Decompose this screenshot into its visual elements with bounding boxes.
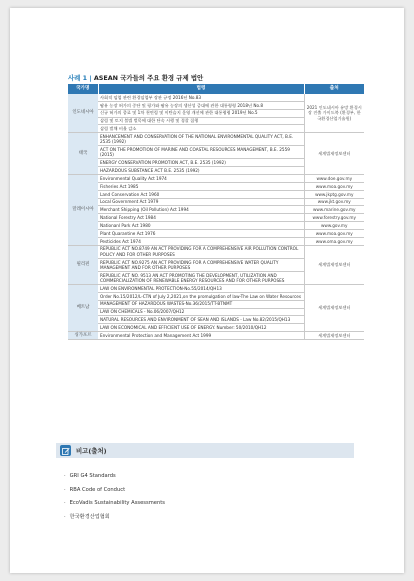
table-header-row	[68, 84, 364, 94]
regulation-table	[68, 84, 364, 340]
law-cell: LAW ON ECONOMICAL AND EFFICIENT USE OF ENERGY. Number: 50/2010/QH12	[98, 324, 304, 332]
law-cell: 삼림 및 토지 불법 벌목에 대한 단속 시행 및 경찰 집행	[98, 117, 304, 125]
header-source: 출처	[304, 84, 364, 94]
source-cell: 세계법제정보센터	[304, 284, 364, 331]
table-row	[68, 190, 364, 198]
law-cell: 팜유 농장 허가의 중단 및 평가와 팜유 농장의 생산성 증대에 관한 대통령령 2018년 No.8	[98, 101, 304, 109]
law-cell: National Forestry Act 1984	[98, 214, 304, 222]
source-cell: www.forestry.gov.my	[304, 214, 364, 222]
law-cell: Fisheries Act 1985	[98, 182, 304, 190]
document-page	[10, 8, 404, 573]
law-cell: ENERGY CONSERVATION PROMOTION ACT, B.E. 2535 (1992)	[98, 159, 304, 167]
table-row	[68, 175, 364, 183]
law-cell: MANAGEMENT OF HAZARDOUS WASTES-No.36/2015/TT-BTNMT	[98, 300, 304, 308]
law-cell: LAW ON ENVIRONMENTAL PROTECTION-No.55/2014/QH13	[98, 284, 304, 292]
law-cell: Order No.15/2012/L-CTN of July 2,2021,on the promulgation of law-The Law on Water Resources	[98, 292, 304, 300]
law-cell: LAW ON CHEMICALS - No.06/2007/QH12	[98, 308, 304, 316]
case-tag: 사례 1 |	[68, 74, 92, 82]
case-title	[68, 72, 364, 84]
law-cell: Pesticides Act 1974	[98, 237, 304, 245]
law-cell: Environmental Quality Act 1974	[98, 175, 304, 183]
list-item: · EcoVadis Sustainability Assessments	[64, 497, 165, 511]
header-country: 국가명	[68, 84, 98, 94]
source-cell: www.jkt.gov.my	[304, 198, 364, 206]
source-cell: www.oma.gov.my	[304, 237, 364, 245]
law-cell: HAZARDOUS SUBSTANCE ACT B.E. 2535 (1992)	[98, 167, 304, 175]
source-cell: www.marine.gov.my	[304, 206, 364, 214]
law-cell: Plant Quarantine Act 1976	[98, 230, 304, 238]
header-law: 법령	[98, 84, 304, 94]
case-title-text: ASEAN 국가들의 주요 환경 규제 법안	[93, 74, 204, 82]
country-cell: 필리핀	[68, 245, 98, 284]
country-cell: 말레이시아	[68, 175, 98, 246]
table-row	[68, 237, 364, 245]
references-list	[64, 470, 165, 525]
law-cell: REPUBLIC ACT NO.8749 AN ACT PROVIDING FOR A COMPREHENSIVE AIR POLLUTION CONTROL POLICY AND FOR OTHER PURPOSES	[98, 245, 304, 258]
case-section	[68, 72, 364, 340]
table-row	[68, 245, 364, 258]
law-cell: ENHANCEMENT AND CONSERVATION OF THE NATIONAL ENVIRONMENTAL QUALITY ACT, B.E. 2535 (1992)	[98, 133, 304, 146]
table-row	[68, 198, 364, 206]
table-row	[68, 222, 364, 230]
law-cell: ACT ON THE PROMOTION OF MARINE AND COASTAL RESOURCES MANAGEMENT, B.E. 2559 (2015)	[98, 146, 304, 159]
source-cell: www.moa.gov.my	[304, 230, 364, 238]
references-title: 비고(출처)	[76, 447, 107, 455]
table-row	[68, 94, 364, 101]
source-cell: 2021 인도네시아 유망 환경시장 진출 가이드북 (환경부, 한국환경산업기술원)	[304, 94, 364, 133]
law-cell: Environmental Protection and Management Act 1999	[98, 332, 304, 340]
source-cell: 세계법제정보센터	[304, 245, 364, 284]
table-row	[68, 332, 364, 340]
country-cell: 베트남	[68, 284, 98, 331]
law-cell: 삼림 벌채 비율 감소	[98, 125, 304, 133]
source-cell: 세계법제정보센터	[304, 133, 364, 175]
table-row	[68, 133, 364, 146]
source-cell: www.moa.gov.my	[304, 182, 364, 190]
table-row	[68, 214, 364, 222]
table-row	[68, 230, 364, 238]
edit-icon	[60, 445, 71, 456]
law-cell: REPUBLIC ACT NO. 9513 AN ACT PROMOTING THE DEVELOPMENT, UTILIZATION AND COMMERCIALIZATION OF RENEWABLE ENERGY RESOURCES AND FOR OTHER PURPOSES	[98, 271, 304, 284]
source-cell: www.gov.my	[304, 222, 364, 230]
list-item: · RBA Code of Conduct	[64, 484, 165, 498]
table-row	[68, 284, 364, 292]
source-cell: 세계법제정보센터	[304, 332, 364, 340]
law-cell: Local Government Act 1979	[98, 198, 304, 206]
source-cell: www.doe.gov.my	[304, 175, 364, 183]
country-cell: 인도네시아	[68, 94, 98, 133]
law-cell: 사회적 임업 관련 환경임업부 장관 규정 2016년 No.83	[98, 94, 304, 101]
table-row	[68, 206, 364, 214]
law-cell: REPUBLIC ACT NO.9275 AN ACT PROVIDING FOR A COMPREHENSIVE WATER QUALITY MANAGEMENT AND FOR OTHER PURPOSES	[98, 258, 304, 271]
country-cell: 싱가포르	[68, 332, 98, 340]
law-cell: Nationanl Park Act 1980	[98, 222, 304, 230]
list-item: · 한국환경산업협회	[64, 511, 165, 525]
source-cell: www.jkptg.gov.my	[304, 190, 364, 198]
law-cell: 신규 허가의 종료 및 1차 천연림 및 이탄습지 운영 개선에 관한 대통령령 2019년 No.5	[98, 109, 304, 117]
law-cell: Merchant Shipping (Oil Pollution) Act 1994	[98, 206, 304, 214]
list-item: · GRI G4 Standards	[64, 470, 165, 484]
references-header	[56, 443, 354, 458]
law-cell: NATURAL RESOURCES AND ENVIRONMENT OF SEAN AND ISLANDS - Law No.82/2015/QH13	[98, 316, 304, 324]
table-row	[68, 182, 364, 190]
law-cell: Land Conservation Act 1960	[98, 190, 304, 198]
country-cell: 태국	[68, 133, 98, 175]
